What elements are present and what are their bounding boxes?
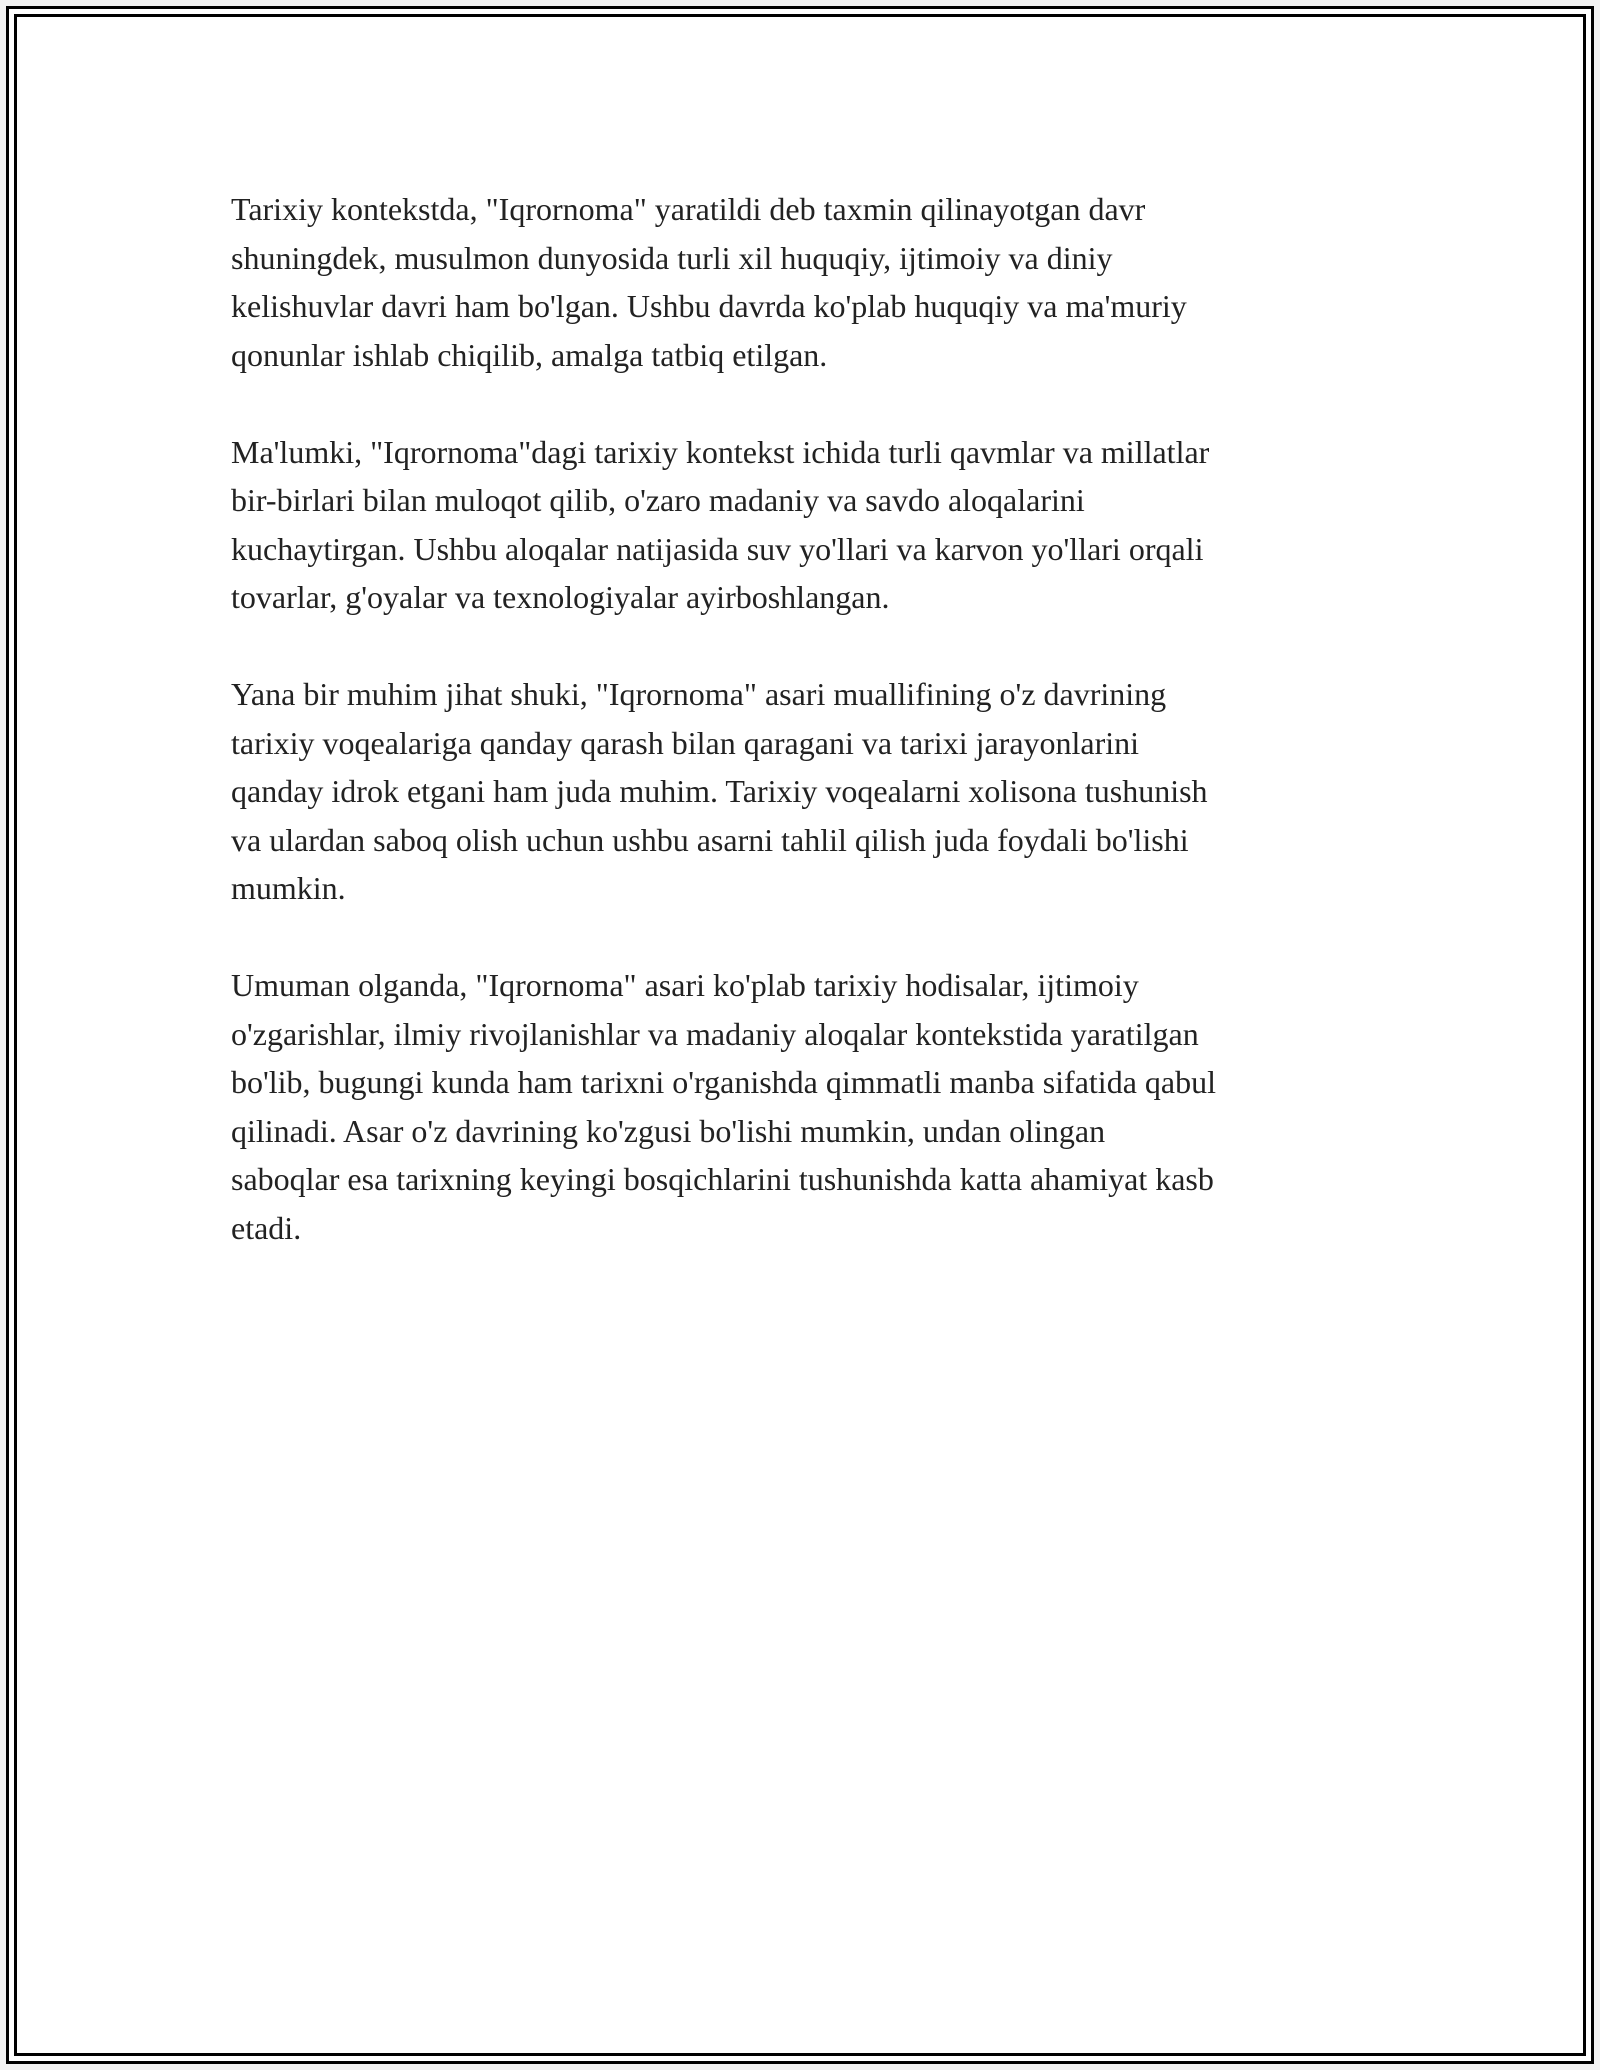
paragraph-3: Yana bir muhim jihat shuki, "Iqrornoma" asari muallifining o'z davrining tarixiy voqealariga qanday qarash bilan qaragani va tarixi jarayonlarini qanday idrok etgani ham juda muhim. Tarixiy voqealarni xolisona tushunish va ulardan saboq olish uchun ushbu asarni tahlil qilish juda foydali bo'lishi mumkin. [231, 676, 1208, 906]
paragraph-1: Tarixiy kontekstda, "Iqrornoma" yaratildi deb taxmin qilinayotgan davr shuningdek, musulmon dunyosida turli xil huquqiy, ijtimoiy va diniy kelishuvlar davri ham bo'lgan. Ushbu davrda ko'plab huquqiy va ma'muriy qonunlar ishlab chiqilib, amalga tatbiq etilgan. [231, 191, 1187, 373]
paragraph-2: Ma'lumki, "Iqrornoma"dagi tarixiy kontekst ichida turli qavmlar va millatlar bir-birlari bilan muloqot qilib, o'zaro madaniy va savdo aloqalarini kuchaytirgan. Ushbu aloqalar natijasida suv yo'llari va karvon yo'llari orqali tovarlar, g'oyalar va texnologiyalar ayirboshlangan. [231, 433, 1210, 615]
document-page [6, 6, 1594, 2064]
document-body [231, 185, 1381, 1301]
paragraph-4: Umuman olganda, "Iqrornoma" asari ko'plab tarixiy hodisalar, ijtimoiy o'zgarishlar, ilmiy rivojlanishlar va madaniy aloqalar kontekstida yaratilgan bo'lib, bugungi kunda ham tarixni o'rganishda qimmatli manba sifatida qabul qilinadi. Asar o'z davrining ko'zgusi bo'lishi mumkin, undan olingan saboqlar esa tarixning keyingi bosqichlarini tushunishda katta ahamiyat kasb etadi. [231, 967, 1216, 1246]
